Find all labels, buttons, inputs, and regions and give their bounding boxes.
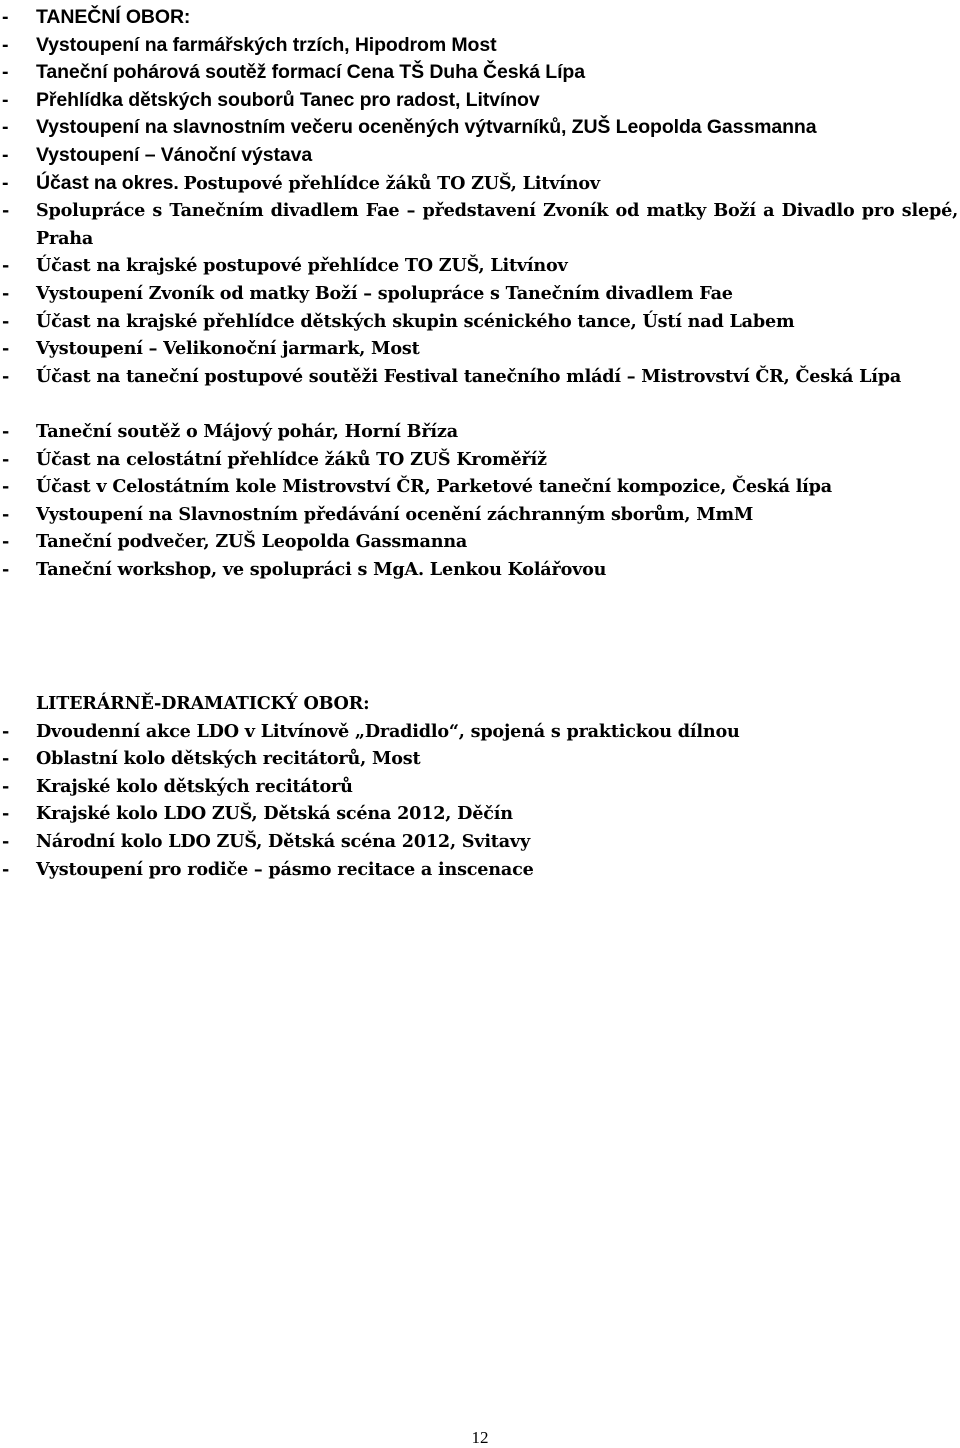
list-item: - Účast na krajské přehlídce dětských skupin scénického tance, Ústí nad Labem [2, 310, 795, 332]
list-item: - Vystoupení na slavnostním večeru oceněných výtvarníků, ZUŠ Leopolda Gassmanna [2, 116, 817, 139]
list-item: - Přehlídka dětských souborů Tanec pro radost, Litvínov [2, 88, 540, 111]
list-item: - Taneční soutěž o Májový pohár, Horní Bříza [2, 420, 458, 442]
list-item: - Účast na celostátní přehlídce žáků TO ZUŠ Kroměříž [2, 448, 547, 470]
list-item: - Národní kolo LDO ZUŠ, Dětská scéna 2012, Svitavy [2, 830, 530, 852]
list-item: - Krajské kolo LDO ZUŠ, Dětská scéna 2012, Děčín [2, 803, 513, 825]
list-item: - Účast na taneční postupové soutěži Festival tanečního mládí – Mistrovství ČR, Česká Lípa [2, 365, 902, 387]
list-item: - Účast na krajské postupové přehlídce TO ZUŠ, Litvínov [2, 255, 568, 277]
list-item: - Taneční workshop, ve spolupráci s MgA. Lenkou Kolářovou [2, 558, 607, 580]
section-heading: LITERÁRNĚ-DRAMATICKÝ OBOR: [36, 693, 370, 714]
dance-section [0, 4, 960, 583]
list-item: - Krajské kolo dětských recitátorů [2, 775, 353, 797]
list-item: - Oblastní kolo dětských recitátorů, Most [2, 748, 421, 770]
list-item: - Taneční pohárová soutěž formací Cena TŠ Duha Česká Lípa [2, 61, 585, 84]
list-item: - Vystoupení – Vánoční výstava [2, 143, 313, 166]
list-item: - Vystoupení na farmářských trzích, Hipodrom Most [2, 33, 497, 56]
list-item: - Vystoupení – Velikonoční jarmark, Most [2, 338, 420, 360]
list-item: - Vystoupení na Slavnostním předávání ocenění záchranným sborům, MmM [2, 503, 754, 525]
list-item: - TANEČNÍ OBOR: [0, 4, 960, 32]
list-item: - Dvoudenní akce LDO v Litvínově „Dradidlo“, spojená s praktickou dílnou [2, 720, 740, 742]
list-item: - Vystoupení pro rodiče – pásmo recitace a inscenace [2, 858, 534, 880]
list-item: - Vystoupení Zvoník od matky Boží – spolupráce s Tanečním divadlem Fae [2, 282, 733, 304]
drama-section [0, 690, 960, 883]
list-item: - Účast na okres. Postupové přehlídce žáků TO ZUŠ, Litvínov [2, 171, 600, 194]
page-number: 12 [471, 1428, 489, 1447]
list-item: - Účast v Celostátním kole Mistrovství ČR, Parketové taneční kompozice, Česká lípa [2, 476, 832, 498]
list-item: - Taneční podvečer, ZUŠ Leopolda Gassmanna [2, 531, 468, 553]
section-heading: TANEČNÍ OBOR: [36, 6, 191, 28]
list-item: - Spolupráce s Tanečním divadlem Fae – představení Zvoník od matky Boží a Divadlo pro slepé, Praha [2, 200, 958, 249]
